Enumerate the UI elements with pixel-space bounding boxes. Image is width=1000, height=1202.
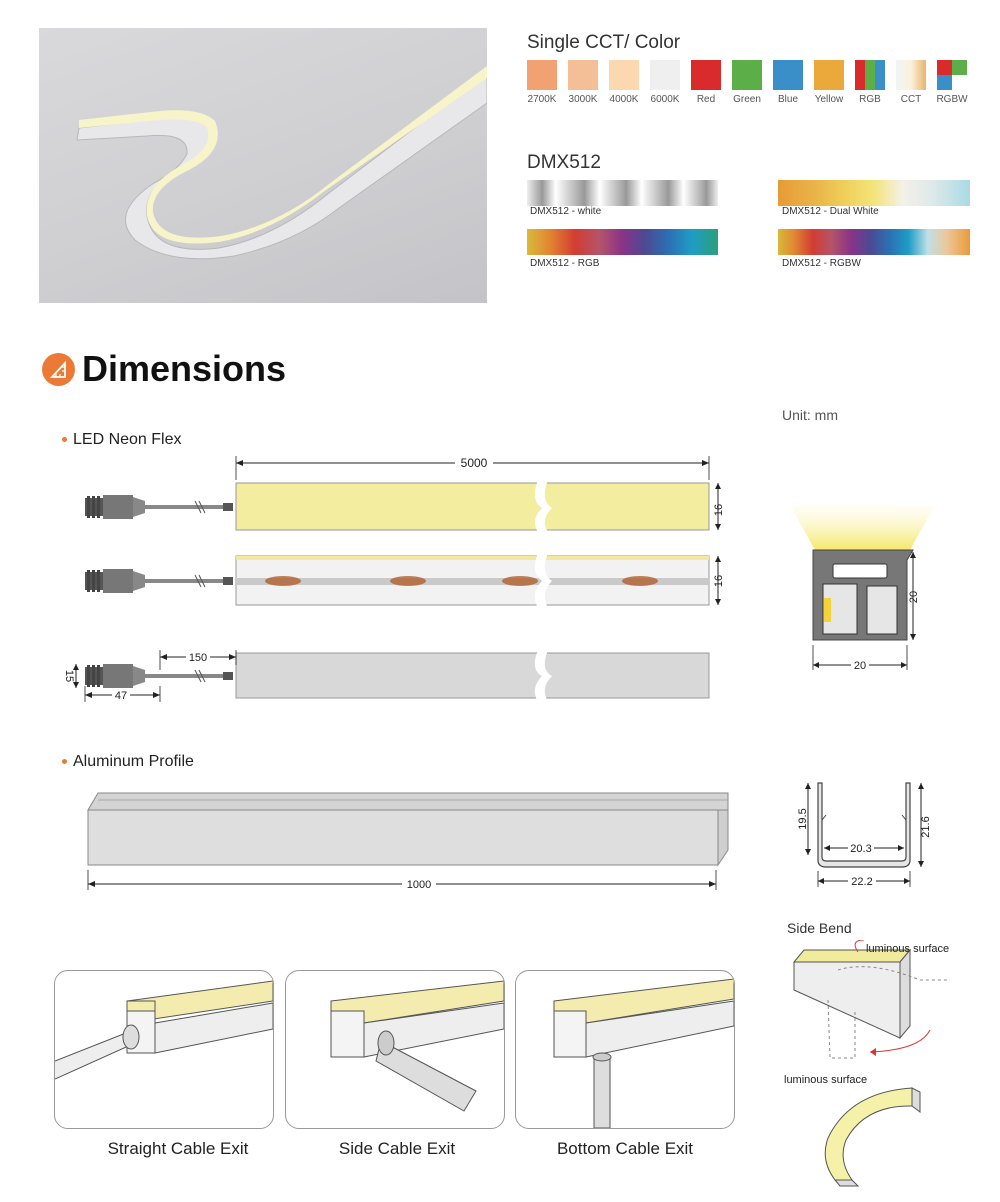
neon-flex-label: LED Neon Flex: [73, 431, 182, 448]
swatch-label: 2700K: [527, 94, 557, 105]
dmx-rgb-label: DMX512 - RGB: [530, 258, 600, 269]
swatch-rgbw: [937, 60, 967, 90]
swatch-6000k: [650, 60, 680, 90]
product-photo: [39, 28, 487, 303]
swatch-label: RGBW: [936, 94, 968, 105]
aluminum-profile-drawing: [80, 790, 740, 900]
swatch-2700k: [527, 60, 557, 90]
swatch-3000k: [568, 60, 598, 90]
aluminum-heading: [62, 753, 194, 771]
dmx-white-gradient: [527, 180, 718, 206]
dim-5000: 5000: [460, 456, 488, 470]
side-cable-exit-illustration: [286, 971, 504, 1128]
side-bend-illustration: [780, 940, 990, 1195]
side-cable-exit-label: Side Cable Exit: [338, 1139, 456, 1158]
swatch-label: Yellow: [814, 94, 844, 105]
swatch-blue: [773, 60, 803, 90]
straight-cable-exit-card: [54, 970, 274, 1129]
side-cable-exit-card: [285, 970, 505, 1129]
swatch-cct: [896, 60, 926, 90]
swatch-yellow: [814, 60, 844, 90]
dim-150: 150: [188, 652, 208, 664]
swatch-label: CCT: [900, 94, 922, 105]
dim-16-a: 16: [713, 503, 725, 517]
neon-flex-drawing: [0, 450, 760, 710]
dim-47: 47: [114, 690, 128, 702]
dim-20-3: 20.3: [850, 843, 872, 855]
side-bend-title: Side Bend: [787, 920, 852, 936]
single-cct-title: Single CCT/ Color: [527, 32, 681, 53]
swatch-green: [732, 60, 762, 90]
swatch-4000k: [609, 60, 639, 90]
lum-surface-2: luminous surface: [784, 1074, 868, 1086]
bottom-cable-exit-card: [515, 970, 735, 1129]
neon-flex-heading: [62, 431, 182, 449]
bottom-cable-exit-illustration: [516, 971, 734, 1128]
swatch-label: 4000K: [609, 94, 639, 105]
dmx-rgbw-label: DMX512 - RGBW: [782, 258, 861, 269]
dmx-dual-white-gradient: [778, 180, 970, 206]
neon-cross-section: [785, 500, 945, 680]
dim-15: 15: [63, 669, 75, 683]
aluminum-cross-section: [790, 775, 940, 895]
bottom-cable-exit-label: Bottom Cable Exit: [556, 1139, 694, 1158]
aluminum-label: Aluminum Profile: [73, 753, 194, 770]
dim-21-6: 21.6: [920, 816, 932, 838]
color-swatch-row: [527, 60, 977, 105]
swatch-label: Green: [733, 94, 761, 105]
dmx512-title: DMX512: [527, 152, 601, 173]
swatch-label: Blue: [777, 94, 798, 105]
dmx-rgb-gradient: [527, 229, 718, 255]
neon-strip-illustration: [39, 28, 487, 303]
dim-20-w: 20: [853, 660, 867, 672]
straight-cable-exit-label: Straight Cable Exit: [107, 1139, 249, 1158]
bullet-dot: [62, 437, 67, 442]
dmx-white-label: DMX512 - white: [530, 206, 602, 217]
dim-19-5: 19.5: [797, 808, 809, 830]
swatch-label: RGB: [859, 94, 881, 105]
dim-22-2: 22.2: [851, 876, 873, 888]
dimensions-title: Dimensions: [82, 348, 287, 389]
swatch-rgb: [855, 60, 885, 90]
dim-20-h: 20: [908, 590, 920, 604]
unit-label: Unit: mm: [782, 407, 838, 423]
swatch-label: Red: [696, 94, 716, 105]
swatch-red: [691, 60, 721, 90]
dmx-rgbw-gradient: [778, 229, 970, 255]
ruler-icon: [42, 353, 75, 386]
dim-16-b: 16: [713, 574, 725, 588]
swatch-label: 3000K: [568, 94, 598, 105]
bullet-dot: [62, 759, 67, 764]
swatch-label: 6000K: [650, 94, 680, 105]
lum-surface-1: luminous surface: [866, 943, 950, 955]
dmx-dual-white-label: DMX512 - Dual White: [782, 206, 879, 217]
straight-cable-exit-illustration: [55, 971, 273, 1128]
dim-1000: 1000: [406, 879, 432, 891]
